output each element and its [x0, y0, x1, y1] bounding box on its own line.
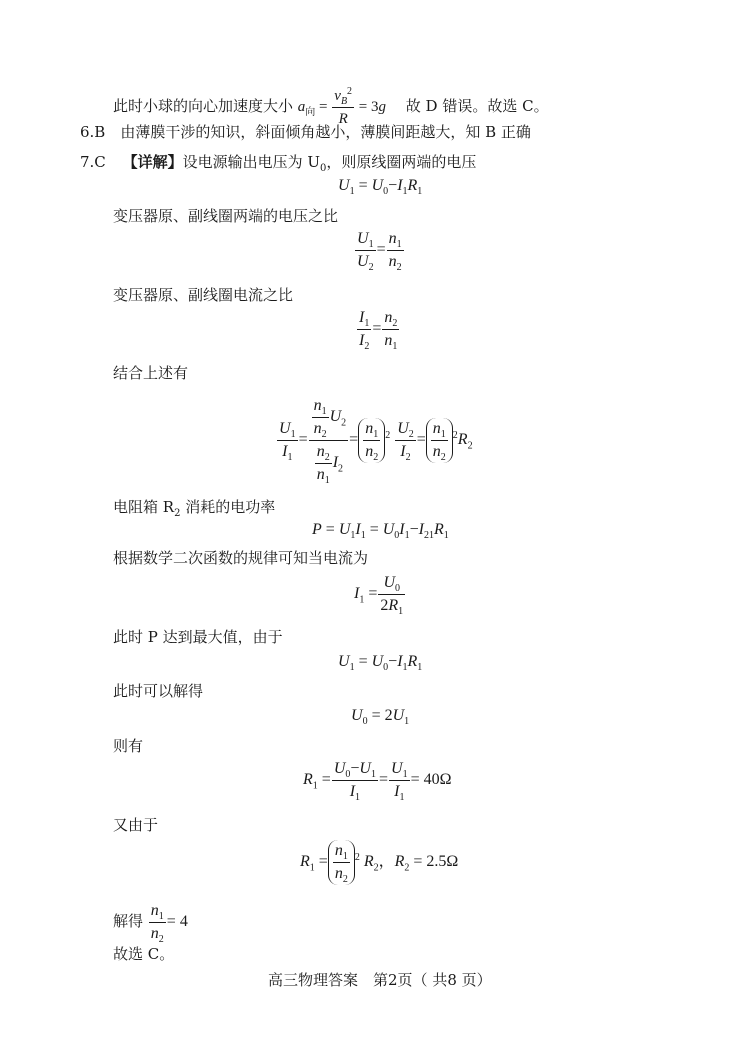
- line-centripetal-prefix: 此时小球的向心加速度大小: [113, 96, 294, 115]
- text-also: 又由于: [113, 816, 159, 834]
- text-max: [113, 627, 283, 647]
- text-quadratic: 根据数学二次函数的规律可知当电流为: [113, 549, 369, 567]
- line-centripetal-suffix: 故 D 错误。故选 C。: [405, 96, 549, 115]
- text-max-content: 此时 P 达到最大值，由于: [113, 628, 283, 646]
- equation-current-ratio: $\frac{I_1}{I_2}$ = $\frac{n_2}{n_1}$: [359, 309, 398, 353]
- equation-r1: $R_1$ = $\frac{U_0-U_1}{I_1}$ = $\frac{U_1}{I_1}$ = 40Ω: [303, 760, 452, 804]
- text-solve: 此时可以解得: [113, 682, 204, 700]
- answer-7-text2: ，则原线圈两端的电压: [326, 153, 477, 171]
- equation-power: $P = U_1I_1 = U_0I_1-I_{21}R_1$: [312, 521, 449, 542]
- text-combine: 结合上述有: [113, 364, 189, 382]
- formula-centripetal: $a_向$ = $\frac{v_B^2}{R}$ = 3g: [297, 86, 387, 127]
- equation-current-max: $I_1$ = $\frac{U_0}{2R_1}$: [354, 574, 404, 618]
- equation-combined: $\frac{U_1}{I_1}$ = $\frac{n_1}{n_2}$ $U_2$ $\frac{n_2}{n_1}$ $I_2$ = $\frac{n_1}{n_2}$ $^2$ $\frac{U_2}{I_2}$ = $\frac{n_1}{n_2}$ $^2R_2$: [279, 397, 473, 487]
- answer-7-text: 设电源输出电压为 U: [182, 153, 321, 171]
- text-voltage-ratio: 变压器原、副线圈两端的电压之比: [113, 207, 339, 225]
- answer-6: 6.B 由薄膜干涉的知识，斜面倾角越小，薄膜间距越大，知 B 正确: [80, 123, 531, 141]
- text-result-prefix: 解得: [113, 912, 144, 931]
- page-footer: 高三物理答案 第2页（ 共8 页）: [268, 971, 492, 989]
- equation-u0: $U_0 = 2U_1$: [351, 707, 410, 728]
- text-power-prefix: 电阻箱 R: [113, 498, 175, 516]
- equation-r2: $R_1$ = $\frac{n_1}{n_2}$ $^2$ $R_2$，$R_2 = 2.5\Omega$: [300, 842, 459, 886]
- equation-result: $\frac{n_1}{n_2}$ = 4: [150, 902, 188, 946]
- answer-7-number: 7.C: [80, 153, 106, 171]
- text-power: 电阻箱 $R_2$ 消耗的电功率: [113, 498, 276, 519]
- text-current-ratio: 变压器原、副线圈电流之比: [113, 286, 294, 304]
- equation-voltage-2: $U_1 = U_0-I_1R_1$: [338, 653, 423, 674]
- text-result: [113, 900, 188, 945]
- equation-voltage-1: $U_1 = U_0-I_1R_1$: [338, 177, 423, 198]
- answer-7-intro: 7.C 【详解】设电源输出电压为 $U_0$，则原线圈两端的电压: [80, 153, 477, 174]
- text-then: 则有: [113, 737, 144, 755]
- answer-7-tag: 【详解】: [122, 153, 183, 171]
- text-final-choice: 故选 C。: [113, 945, 175, 963]
- text-power-suffix: 消耗的电功率: [180, 498, 276, 516]
- equation-voltage-ratio: $\frac{U_1}{U_2}$ = $\frac{n_1}{n_2}$: [357, 230, 402, 274]
